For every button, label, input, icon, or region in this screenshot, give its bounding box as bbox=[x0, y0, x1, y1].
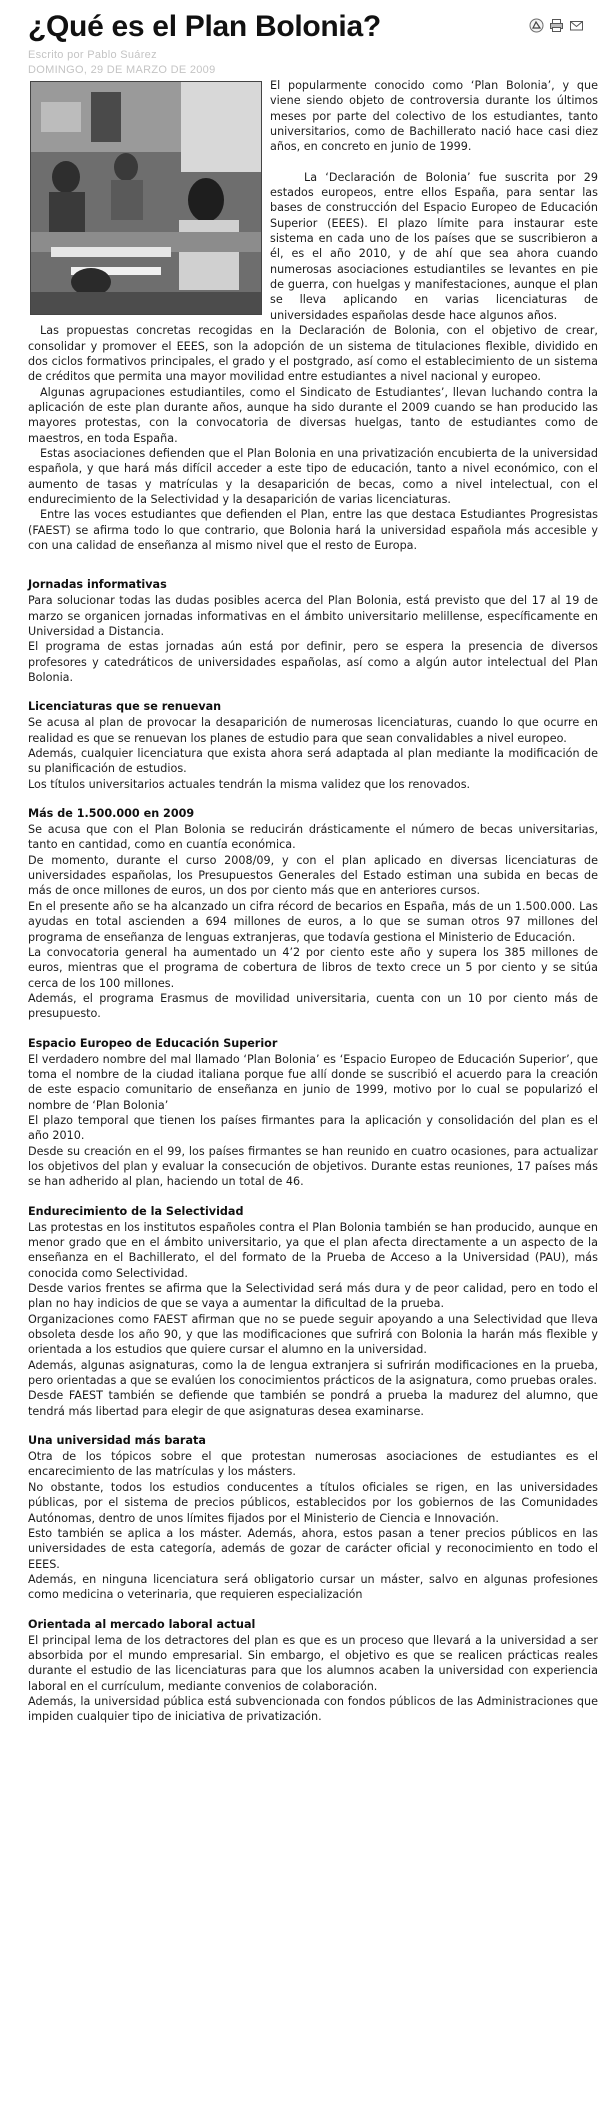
email-icon[interactable] bbox=[569, 18, 584, 33]
article-header bbox=[28, 8, 598, 48]
section-heading: Orientada al mercado laboral actual bbox=[28, 1617, 256, 1631]
classroom-photo-illustration bbox=[31, 82, 262, 315]
section-paragraph: Otra de los tópicos sobre el que protestan numerosas asociaciones de estudiantes es el encarecimiento de las matrículas y los másters. bbox=[28, 1450, 598, 1479]
intro-paragraph-2: La ‘Declaración de Bolonia’ fue suscrita por 29 estados europeos, entre ellos España, para sentar las bases de construcción del Espacio Europeo de Educación Superior (EEES). El plazo límite para instaurar este sistema en cada uno de los países que se suscribieron a él, es el año 2010, y de ahí que sea ahora cuando numerosas asociaciones estudiantiles se levantes en pie de guerra, con huelgas y manifestaciones, aunque el plan se lleva aplicando en varias licenciaturas de universidades españolas desde hace algunos años. bbox=[270, 170, 598, 322]
section-paragraph: Las protestas en los institutos españoles contra el Plan Bolonia también se han producido, aunque en menor grado que en el ámbito universitario, ya que el plan afecta directamente a un aspecto de la enseñanza en el Bachillerato, el del formato de la Prueba de Acceso a la Universidad (PAU), más conocida como Selectividad. bbox=[28, 1220, 598, 1280]
article-section bbox=[28, 806, 598, 1021]
intro-paragraph-4: Algunas agrupaciones estudiantiles, como el Sindicato de Estudiantes’, llevan luchando contra la aplicación de este plan durante años, aunque ha sido durante el 2009 cuando se han producido las mayores protestas, con la convocatoria de diversas huelgas, tanto de estudiantes como de maestros, en toda España. bbox=[28, 385, 598, 445]
pdf-icon[interactable] bbox=[529, 18, 544, 33]
section-heading: Jornadas informativas bbox=[28, 578, 167, 592]
section-heading: Espacio Europeo de Educación Superior bbox=[28, 1036, 278, 1050]
article-date: DOMINGO, 29 DE MARZO DE 2009 bbox=[28, 64, 216, 76]
article-section bbox=[28, 1617, 598, 1725]
section-paragraph: Los títulos universitarios actuales tendrán la misma validez que los renovados. bbox=[28, 777, 471, 791]
section-heading: Una universidad más barata bbox=[28, 1434, 206, 1448]
article-section bbox=[28, 1036, 598, 1190]
intro-paragraph-3: Las propuestas concretas recogidas en la Declaración de Bolonia, con el objetivo de crear, consolidar y promover el EEES, son la adopción de un sistema de titulaciones flexible, dividido en dos ciclos formativos principales, el grado y el postgrado, así como el establecimiento de un sistema de créditos que permita una mayor movilidad entre estudiantes a nivel nacional y europeo. bbox=[28, 324, 598, 384]
section-paragraph: Además, en ninguna licenciatura será obligatorio cursar un máster, salvo en algunas profesiones como medicina o veterinaria, que requieren especialización bbox=[28, 1572, 598, 1602]
article-section bbox=[28, 1433, 598, 1602]
section-paragraph: Organizaciones como FAEST afirman que no se puede seguir apoyando a una Selectividad que lleva obsoleta desde los año 90, y que las modificaciones que sufrirá con Bolonia la harán más flexible y orientada a los estudios que quiere cursar el alumno en la universidad. bbox=[28, 1312, 598, 1357]
section-paragraph: Para solucionar todas las dudas posibles acerca del Plan Bolonia, está previsto que del 17 al 19 de marzo se organicen jornadas informativas en el ámbito universitario melillense, específicamente en Universidad a Distancia. bbox=[28, 594, 598, 638]
print-icon[interactable] bbox=[549, 18, 564, 33]
section-paragraph: En el presente año se ha alcanzado un cifra récord de becarios en España, más de un 1.500.000. Las ayudas en total ascienden a 694 millones de euros, a lo que se suman otros 97 millones del programa de enseñanza de lenguas extranjeras, que todavía gestiona el Ministerio de Educación. bbox=[28, 899, 598, 944]
intro-paragraph-5: Estas asociaciones defienden que el Plan Bolonia en una privatización encubierta de la universidad española, y que hará más difícil acceder a este tipo de educación, tanto a nivel económico, con el aumento de tasas y matrículas y la desaparición de becas, como a nivel intelectual, con el endurecimiento de la Selectividad y la desaparición de varias licenciaturas. bbox=[28, 446, 598, 506]
section-heading: Licenciaturas que se renuevan bbox=[28, 700, 222, 714]
section-paragraph: El verdadero nombre del mal llamado ‘Plan Bolonia’ es ‘Espacio Europeo de Educación Superior’, que toma el nombre de la ciudad italiana porque fue allí donde se suscribió el acuerdo para la creación de este espacio comunitario de enseñanza en junio de 1999, motivo por lo cual se popularizó el nombre de ‘Plan Bolonia’ bbox=[28, 1052, 598, 1112]
intro-paragraph-1: El popularmente conocido como ‘Plan Bolonia’, y que viene siendo objeto de controversia durante los últimos meses por parte del colectivo de los estudiantes, tanto universitarios, como de Bachillerato nació hace casi diez años, en concreto en junio de 1999. bbox=[270, 79, 598, 154]
section-paragraph: La convocatoria general ha aumentado un 4’2 por ciento este año y supera los 385 millones de euros, mientras que el programa de cobertura de libros de texto crece un 5 por ciento y se sitúa cerca de los 100 millones. bbox=[28, 945, 598, 990]
section-paragraph: Además, el programa Erasmus de movilidad universitaria, cuenta con un 10 por ciento más de presupuesto. bbox=[28, 991, 598, 1021]
section-paragraph: Desde su creación en el 99, los países firmantes se han reunido en cuatro ocasiones, para actualizar los objetivos del plan y evaluar la consecución de objetivos. Durante estas reuniones, 17 países más se han adherido al plan, haciendo un total de 46. bbox=[28, 1144, 598, 1189]
section-heading: Más de 1.500.000 en 2009 bbox=[28, 807, 195, 821]
section-paragraph: Se acusa al plan de provocar la desaparición de numerosas licenciaturas, cuando lo que ocurre en realidad es que se renuevan los planes de estudio para que sean convalidables a nivel europeo. bbox=[28, 716, 598, 745]
section-paragraph: Además, cualquier licenciatura que exista ahora será adaptada al plan mediante la modificación de su planificación de estudios. bbox=[28, 747, 598, 776]
section-heading: Endurecimiento de la Selectividad bbox=[28, 1204, 244, 1218]
section-paragraph: El plazo temporal que tienen los países firmantes para la aplicación y consolidación del plan es el año 2010. bbox=[28, 1113, 598, 1143]
article-sections bbox=[28, 577, 598, 1724]
section-paragraph: Desde FAEST también se defiende que también se pondrá a prueba la madurez del alumno, que tendrá más libertad para elegir de que asignaturas desea examinarse. bbox=[28, 1389, 598, 1418]
article-author: Escrito por Pablo Suárez bbox=[28, 49, 157, 61]
section-paragraph: No obstante, todos los estudios conducentes a títulos oficiales se rigen, en las universidades públicas, por el sistema de precios públicos, establecidos por los gobiernos de las Comunidades Autónomas, dentro de unos límites fijados por el Ministerio de Ciencia e Innovación. bbox=[28, 1480, 598, 1525]
section-paragraph: Además, la universidad pública está subvencionada con fondos públicos de las Administraciones que impiden cualquier tipo de iniciativa de privatización. bbox=[28, 1694, 598, 1724]
intro-paragraph-6: Entre las voces estudiantes que defienden el Plan, entre las que destaca Estudiantes Progresistas (FAEST) se afirma todo lo que contrario, que Bolonia hará la universidad española más accesible y con una calidad de enseñanza al mismo nivel que el resto de Europa. bbox=[28, 508, 598, 552]
section-paragraph: De momento, durante el curso 2008/09, y con el plan aplicado en diversas licenciaturas de universidades españolas, los Presupuestos Generales del Estado estiman una subida en becas de más de once millones de euros, un dos por ciento más que en anteriores cursos. bbox=[28, 853, 598, 898]
section-paragraph: Esto también se aplica a los máster. Además, ahora, estos pasan a tener precios públicos en las universidades de esta categoría, además de gozar de carácter oficial y reconocimiento en todo el EEES. bbox=[28, 1526, 598, 1571]
article-tools bbox=[529, 18, 584, 33]
section-paragraph: Además, algunas asignaturas, como la de lengua extranjera si sufrirán modificaciones en la prueba, pero orientadas a que se evalúen los conocimientos prácticos de la asignatura, como pruebas orales. bbox=[28, 1358, 598, 1388]
article-section bbox=[28, 1204, 598, 1419]
article-intro bbox=[28, 78, 598, 553]
article-title: ¿Qué es el Plan Bolonia? bbox=[28, 10, 381, 43]
article-section bbox=[28, 577, 598, 685]
article-photo bbox=[30, 81, 262, 315]
section-paragraph: El principal lema de los detractores del plan es que es un proceso que llevará a la universidad a ser absorbida por el mundo empresarial. Sin embargo, el objetivo es que se realicen prácticas reales durante el estudio de las licenciaturas para que los alumnos acaben la universidad con experiencia laboral en el currículum, mediante convenios de colaboración. bbox=[28, 1633, 598, 1693]
article-section bbox=[28, 699, 598, 792]
section-paragraph: El programa de estas jornadas aún está por definir, pero se espera la presencia de diversos profesores y catedráticos de universidades españolas, así como a algún autor intelectual del Plan Bolonia. bbox=[28, 640, 598, 685]
section-paragraph: Se acusa que con el Plan Bolonia se reducirán drásticamente el número de becas universitarias, tanto en cantidad, como en cuantía económica. bbox=[28, 823, 598, 852]
section-paragraph: Desde varios frentes se afirma que la Selectividad será más dura y de peor calidad, pero en todo el plan no hay indicios de que se vaya a aumentar la dificultad de la prueba. bbox=[28, 1282, 598, 1311]
